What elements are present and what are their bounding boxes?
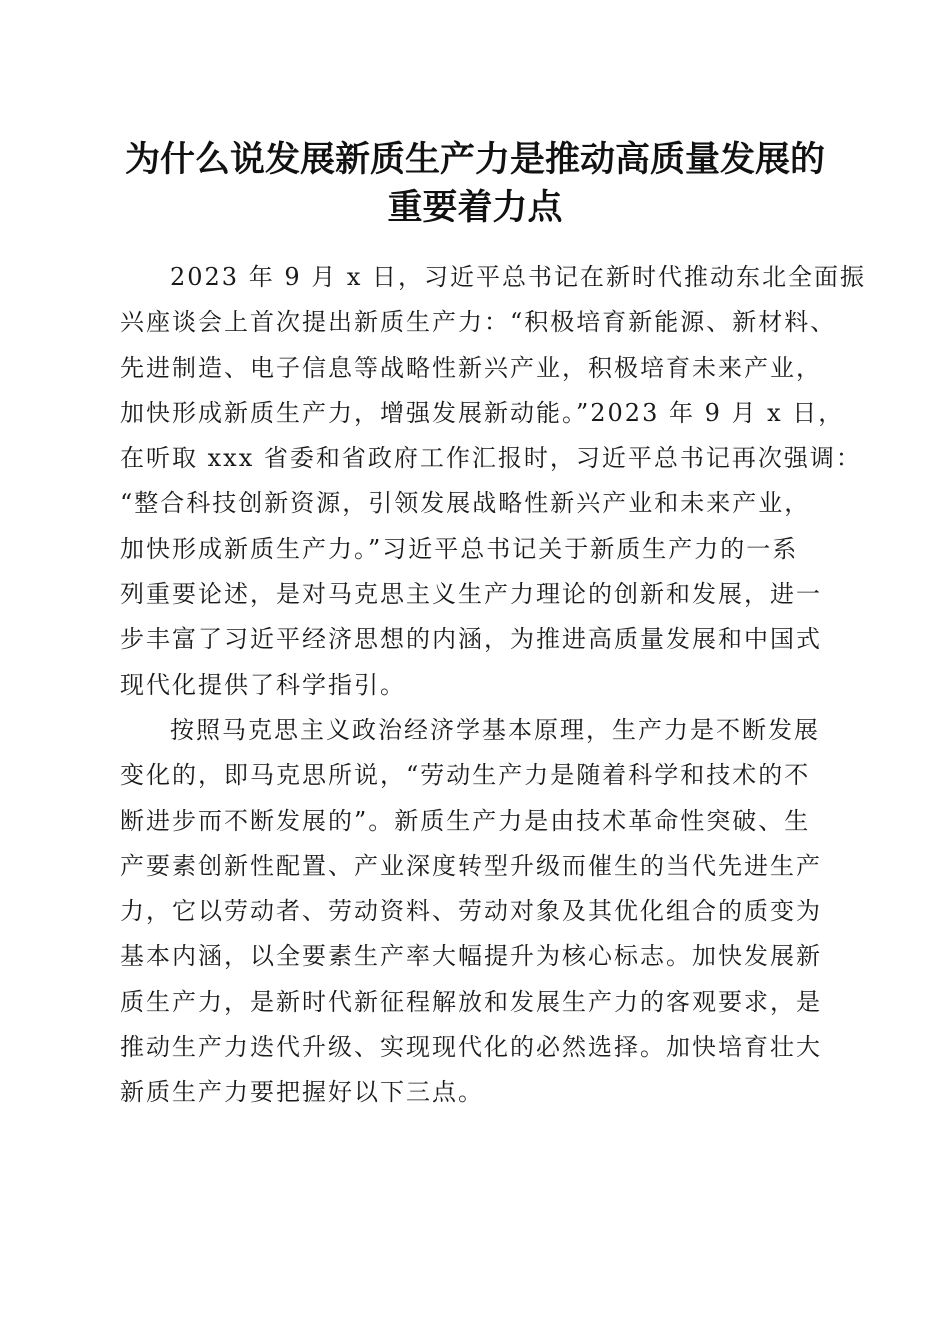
paragraph-line: 质生产力，是新时代新征程解放和发展生产力的客观要求，是 — [120, 987, 822, 1016]
document-title — [100, 136, 850, 232]
paragraph-line: 断进步而不断发展的”。新质生产力是由技术革命性突破、生 — [120, 806, 811, 835]
paragraph-line: 加快形成新质生产力。”习近平总书记关于新质生产力的一系 — [120, 534, 799, 563]
paragraph-line: 推动生产力迭代升级、实现现代化的必然选择。加快培育壮大 — [120, 1033, 822, 1062]
paragraph-line: 按照马克思主义政治经济学基本原理，生产力是不断发展 — [170, 715, 820, 744]
paragraph-line: 步丰富了习近平经济思想的内涵，为推进高质量发展和中国式 — [120, 625, 822, 654]
document-body — [120, 255, 867, 1116]
paragraph-line: 力，它以劳动者、劳动资料、劳动对象及其优化组合的质变为 — [120, 897, 822, 926]
title-line-2: 重要着力点 — [387, 188, 563, 228]
paragraph-line: 列重要论述，是对马克思主义生产力理论的创新和发展，进一 — [120, 580, 822, 609]
paragraph-line: 加快形成新质生产力，增强发展新动能。”2023 年 9 月 x 日， — [120, 398, 845, 427]
paragraph-1 — [120, 255, 867, 708]
paragraph-line: 变化的，即马克思所说，“劳动生产力是随着科学和技术的不 — [120, 761, 811, 790]
paragraph-line: 先进制造、电子信息等战略性新兴产业，积极培育未来产业， — [120, 353, 822, 382]
paragraph-line: 兴座谈会上首次提出新质生产力：“积极培育新能源、新材料、 — [120, 308, 837, 337]
paragraph-line: 新质生产力要把握好以下三点。 — [120, 1078, 484, 1107]
paragraph-line: “整合科技创新资源，引领发展战略性新兴产业和未来产业， — [120, 489, 811, 518]
paragraph-2 — [120, 708, 835, 1116]
paragraph-line: 2023 年 9 月 x 日，习近平总书记在新时代推动东北全面振 — [170, 263, 867, 291]
title-line-1: 为什么说发展新质生产力是推动高质量发展的 — [124, 140, 825, 180]
paragraph-line: 基本内涵，以全要素生产率大幅提升为核心标志。加快发展新 — [120, 942, 822, 971]
paragraph-line: 在听取 xxx 省委和省政府工作汇报时，习近平总书记再次强调： — [120, 444, 862, 473]
paragraph-line: 现代化提供了科学指引。 — [120, 670, 406, 699]
paragraph-line: 产要素创新性配置、产业深度转型升级而催生的当代先进生产 — [120, 851, 822, 880]
